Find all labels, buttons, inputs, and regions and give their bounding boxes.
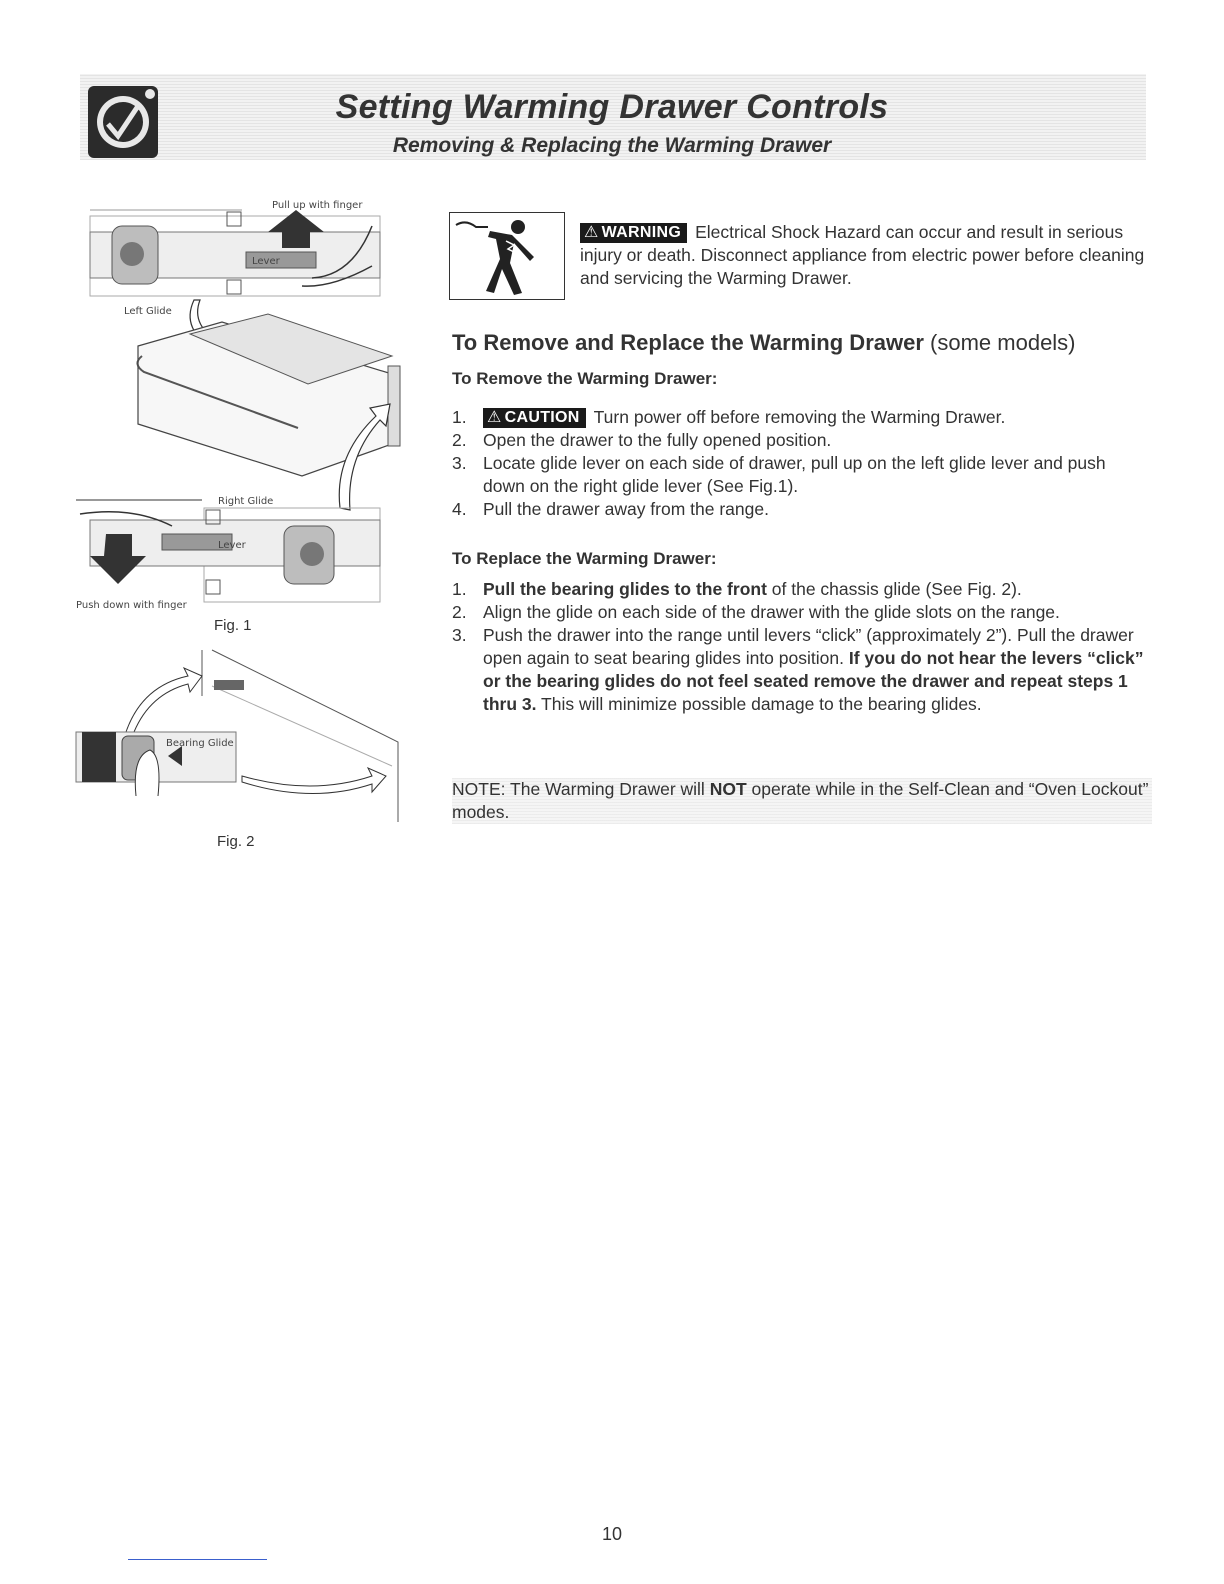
remove-steps-list	[452, 406, 1152, 521]
electric-shock-hazard-icon	[449, 212, 565, 300]
warning-text: Electrical Shock Hazard can occur and result in serious injury or death. Disconnect appliance from electric power before cleaning and servicing the Warming Drawer.	[580, 222, 1145, 288]
bearing-glide-label: Bearing Glide	[166, 738, 234, 749]
pull-up-label: Pull up with finger	[272, 200, 363, 211]
replace-steps-list	[452, 578, 1152, 716]
page-title: Setting Warming Drawer Controls	[335, 88, 889, 126]
warning-message	[580, 221, 1150, 290]
right-glide-label: Right Glide	[218, 496, 274, 507]
section-heading	[452, 330, 1172, 356]
list-item: 4. Pull the drawer away from the range.	[452, 499, 769, 519]
figure-1-caption: Fig. 1	[214, 617, 252, 634]
warning-triangle-icon: ⚠	[584, 224, 599, 241]
push-down-label: Push down with finger	[76, 600, 187, 611]
remove-heading: To Remove the Warming Drawer:	[452, 369, 718, 388]
figure-2-bearing-glide	[72, 646, 412, 836]
figure-2-caption: Fig. 2	[217, 833, 255, 850]
figure-1-drawer-glides	[72, 196, 412, 616]
list-item: 2. Align the glide on each side of the drawer with the glide slots on the range.	[452, 602, 1060, 622]
replace-heading: To Replace the Warming Drawer:	[452, 549, 717, 568]
lever-label-top: Lever	[252, 256, 280, 267]
section-heading-title: To Remove and Replace the Warming Drawer	[452, 330, 924, 355]
lever-label-bottom: Lever	[218, 540, 246, 551]
list-item: 1. Pull the bearing glides to the front of the chassis glide (See Fig. 2).	[452, 579, 1022, 599]
page-subtitle: Removing & Replacing the Warming Drawer	[392, 134, 832, 157]
footer-rule	[128, 1559, 267, 1560]
caution-badge: ⚠ CAUTION	[483, 408, 586, 428]
list-item: 2. Open the drawer to the fully opened position.	[452, 430, 832, 450]
caution-triangle-icon: ⚠	[487, 409, 502, 426]
section-heading-suffix: (some models)	[930, 330, 1076, 355]
list-item: 3. Locate glide lever on each side of drawer, pull up on the left glide lever and push down on the right glide lever (See Fig.1).	[452, 453, 1106, 496]
note-box: NOTE: The Warming Drawer will NOT operate while in the Self-Clean and “Oven Lockout” modes.	[452, 778, 1152, 824]
warning-badge: ⚠ WARNING	[580, 223, 687, 243]
left-glide-label: Left Glide	[124, 306, 172, 317]
list-item: 3. Push the drawer into the range until levers “click” (approximately 2”). Pull the drawer open again to seat bearing glides into position. If you do not hear the levers “click” or the bearing glides do not feel seated remove the drawer and repeat steps 1 thru 3. This will minimize possible damage to the bearing glides.	[452, 625, 1144, 714]
page-number: 10	[601, 1524, 623, 1544]
list-item: 1. ⚠ CAUTION Turn power off before removing the Warming Drawer.	[452, 407, 1006, 427]
